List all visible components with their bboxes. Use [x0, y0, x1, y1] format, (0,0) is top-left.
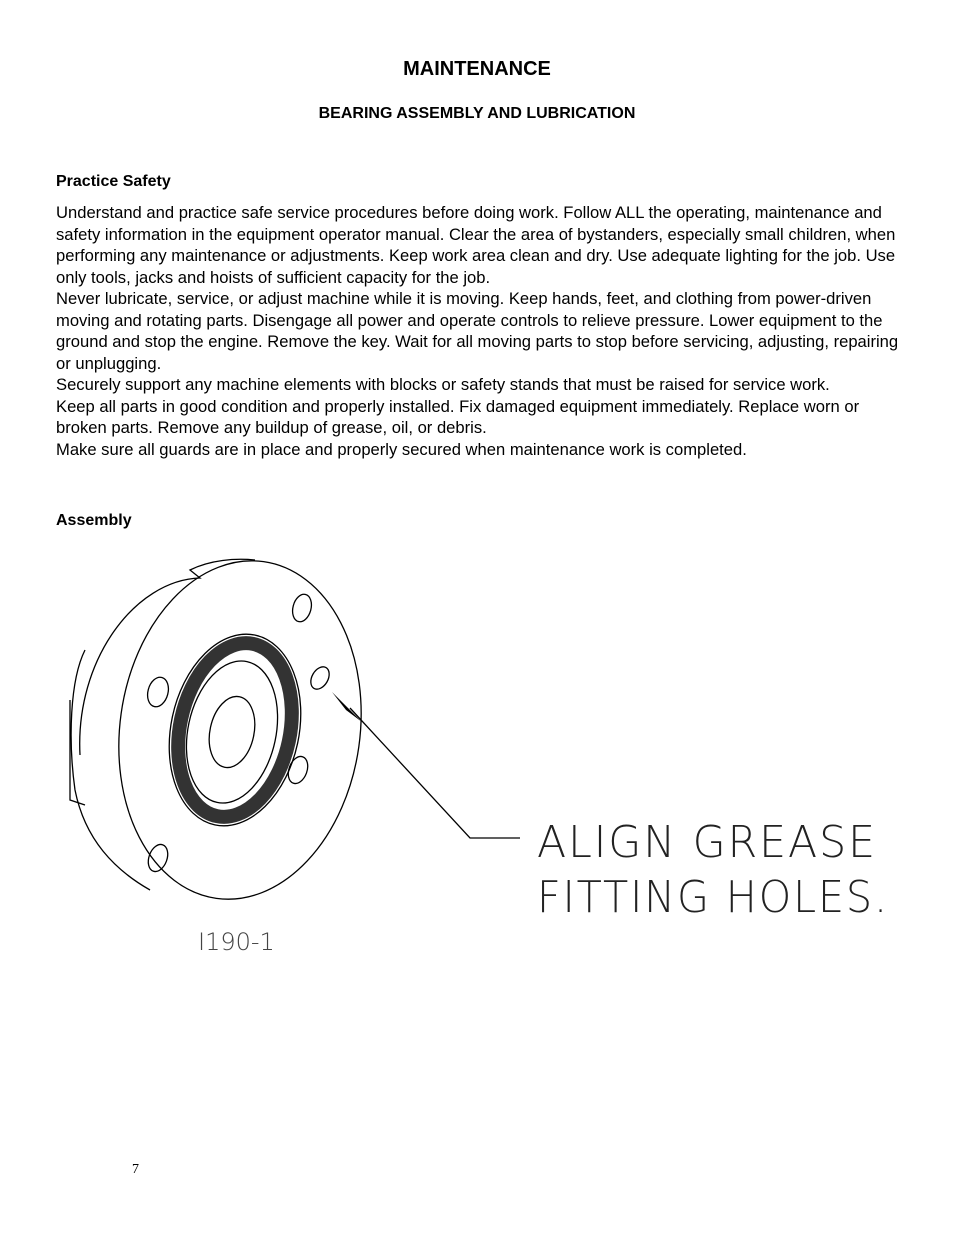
safety-paragraph: Understand and practice safe service procedures before doing work. Follow ALL the operating, maintenance and safety information in the equipment operator manual. Clear the area of bystanders, especially small children, when performing any maintenance or adjustments. Keep work area clean and dry. Use adequate lighting for the job. Use only tools, jacks and hoists of sufficient capacity for the job.	[56, 203, 896, 287]
callout-arrow	[332, 692, 520, 838]
bolt-hole	[144, 675, 171, 709]
section-subtitle: BEARING ASSEMBLY AND LUBRICATION	[318, 105, 636, 122]
safety-paragraph: Securely support any machine elements with blocks or safety stands that must be raised for service work.	[56, 375, 830, 394]
callout-line-1: ALIGN GREASE	[537, 817, 877, 868]
leader-line	[350, 708, 520, 838]
bearing-drawing	[70, 545, 382, 915]
safety-paragraph: Make sure all guards are in place and properly secured when maintenance work is completed.	[56, 439, 747, 459]
figure-id-label: I190-1	[198, 928, 275, 956]
bearing-side-step	[70, 700, 85, 805]
callout-line-2: FITTING HOLES.	[537, 872, 889, 923]
bearing-flange	[98, 545, 383, 915]
safety-text	[56, 202, 906, 460]
safety-paragraph: Keep all parts in good condition and properly installed. Fix damaged equipment immediately. Replace worn or broken parts. Remove any buildup of grease, oil, or debris.	[56, 396, 860, 437]
bolt-hole	[145, 842, 171, 874]
practice-safety-heading: Practice Safety	[56, 173, 171, 190]
bearing-assembly-figure	[40, 540, 920, 970]
assembly-heading: Assembly	[56, 512, 132, 529]
bearing-bore	[203, 692, 261, 772]
page-number: 7	[132, 1162, 139, 1177]
bearing-back-rim	[80, 559, 255, 755]
bolt-hole	[290, 592, 315, 624]
bolt-hole	[307, 664, 333, 693]
safety-paragraph: Never lubricate, service, or adjust machine while it is moving. Keep hands, feet, and clothing from power-driven moving and rotating parts. Disengage all power and operate controls to relieve pressure. Lower equipment to the ground and stop the engine. Remove the key. Wait for all moving parts to stop before servicing, adjusting, repairing or unplugging.	[56, 289, 899, 373]
bearing-side-edge	[71, 650, 150, 890]
arrowhead	[332, 692, 362, 722]
page-title: MAINTENANCE	[403, 58, 551, 80]
